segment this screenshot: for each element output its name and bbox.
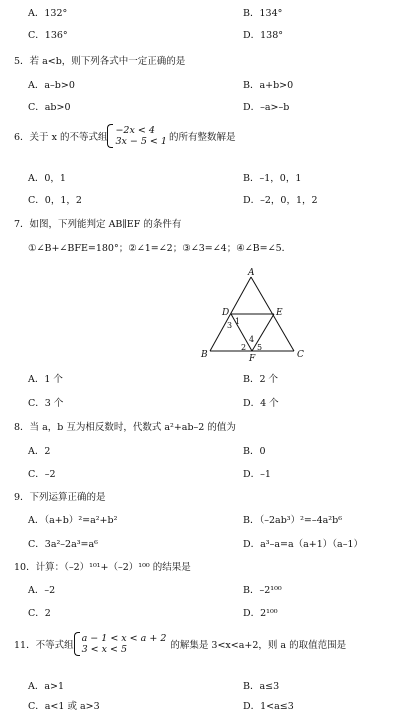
q6-stem xyxy=(14,124,235,148)
q9-option-d: D．a³–a=a（a+1）（a–1） xyxy=(243,539,364,550)
q6-option-c: C．0，1，2 xyxy=(28,195,82,206)
q10-option-a: A．–2 xyxy=(28,585,56,596)
q6-stem-post: 的所有整数解是 xyxy=(168,132,236,143)
q7-option-a: A．1 个 xyxy=(28,374,63,385)
point-d-label: D xyxy=(222,308,230,318)
q6-line2: 3x − 5 < 1 xyxy=(115,136,167,147)
q11-option-b: B．a≤3 xyxy=(243,681,280,692)
q9-stem: 9．下列运算正确的是 xyxy=(14,492,106,503)
q6-option-d: D．–2，0，1，2 xyxy=(243,195,318,206)
q11-line2: 3 < x < 5 xyxy=(81,644,128,655)
q11-line1: a − 1 < x < a + 2 xyxy=(81,633,167,644)
point-e-label: E xyxy=(276,308,283,318)
q7-stem: 7．如图，下列能判定 AB∥EF 的条件有 xyxy=(14,219,182,230)
q5-option-b: B．a+b>0 xyxy=(243,80,294,91)
q11-option-c: C．a<1 或 a>3 xyxy=(28,701,100,712)
q8-option-a: A．2 xyxy=(28,446,51,457)
q4-option-c: C．136° xyxy=(28,30,68,41)
q9-option-c: C．3a²–2a³=a⁶ xyxy=(28,539,98,550)
q10-option-b: B．–2¹⁰⁰ xyxy=(243,585,282,596)
q10-option-c: C．2 xyxy=(28,608,51,619)
brace-icon xyxy=(107,124,113,148)
q8-option-b: B．0 xyxy=(243,446,266,457)
q7-option-d: D．4 个 xyxy=(243,398,279,409)
angle-3-label: 3 xyxy=(227,321,233,330)
q5-option-d: D．–a>–b xyxy=(243,102,290,113)
q6-option-b: B．–1，0，1 xyxy=(243,173,302,184)
q8-option-d: D．–1 xyxy=(243,469,271,480)
q4-option-b: B．134° xyxy=(243,8,283,19)
q6-system xyxy=(115,125,167,147)
q9-option-b: B．（–2ab³）²=–4a²b⁶ xyxy=(243,515,343,526)
q6-option-a: A．0，1 xyxy=(28,173,66,184)
angle-1-label: 1 xyxy=(235,317,241,326)
q4-option-a: A．132° xyxy=(28,8,68,19)
q11-stem xyxy=(14,632,346,656)
q10-stem: 10．计算：（–2）¹⁰¹+（–2）¹⁰⁰ 的结果是 xyxy=(14,562,191,573)
q5-stem: 5．若 a<b，则下列各式中一定正确的是 xyxy=(14,56,186,67)
q5-option-c: C．ab>0 xyxy=(28,102,71,113)
angle-2-label: 2 xyxy=(241,343,247,352)
q11-option-a: A．a>1 xyxy=(28,681,65,692)
q6-stem-pre: 6．关于 x 的不等式组 xyxy=(14,132,108,143)
q11-option-d: D．1<a≤3 xyxy=(243,701,294,712)
point-f-label: F xyxy=(249,354,256,363)
q8-option-c: C．–2 xyxy=(28,469,56,480)
brace-icon xyxy=(74,632,80,656)
q11-stem-pre: 11．不等式组 xyxy=(14,640,74,651)
q11-system xyxy=(82,633,167,655)
q5-option-a: A．a–b>0 xyxy=(28,80,75,91)
angle-5-label: 5 xyxy=(257,343,263,352)
q8-stem: 8．当 a，b 互为相反数时，代数式 a²+ab–2 的值为 xyxy=(14,422,236,433)
q6-line1: −2x < 4 xyxy=(115,125,155,136)
q7-triangle-figure xyxy=(198,265,308,363)
q4-option-d: D．138° xyxy=(243,30,283,41)
point-a-label: A xyxy=(248,268,255,278)
point-c-label: C xyxy=(297,350,304,360)
angle-4-label: 4 xyxy=(249,335,255,344)
q10-option-d: D．2¹⁰⁰ xyxy=(243,608,278,619)
q7-conditions: ①∠B+∠BFE=180°；②∠1=∠2；③∠3=∠4；④∠B=∠5． xyxy=(28,243,292,254)
q11-stem-post: 的解集是 3<x<a+2，则 a 的取值范围是 xyxy=(170,640,347,651)
q7-option-b: B．2 个 xyxy=(243,374,279,385)
point-b-label: B xyxy=(201,350,208,360)
q7-option-c: C．3 个 xyxy=(28,398,64,409)
q9-option-a: A．（a+b）²=a²+b² xyxy=(28,515,118,526)
